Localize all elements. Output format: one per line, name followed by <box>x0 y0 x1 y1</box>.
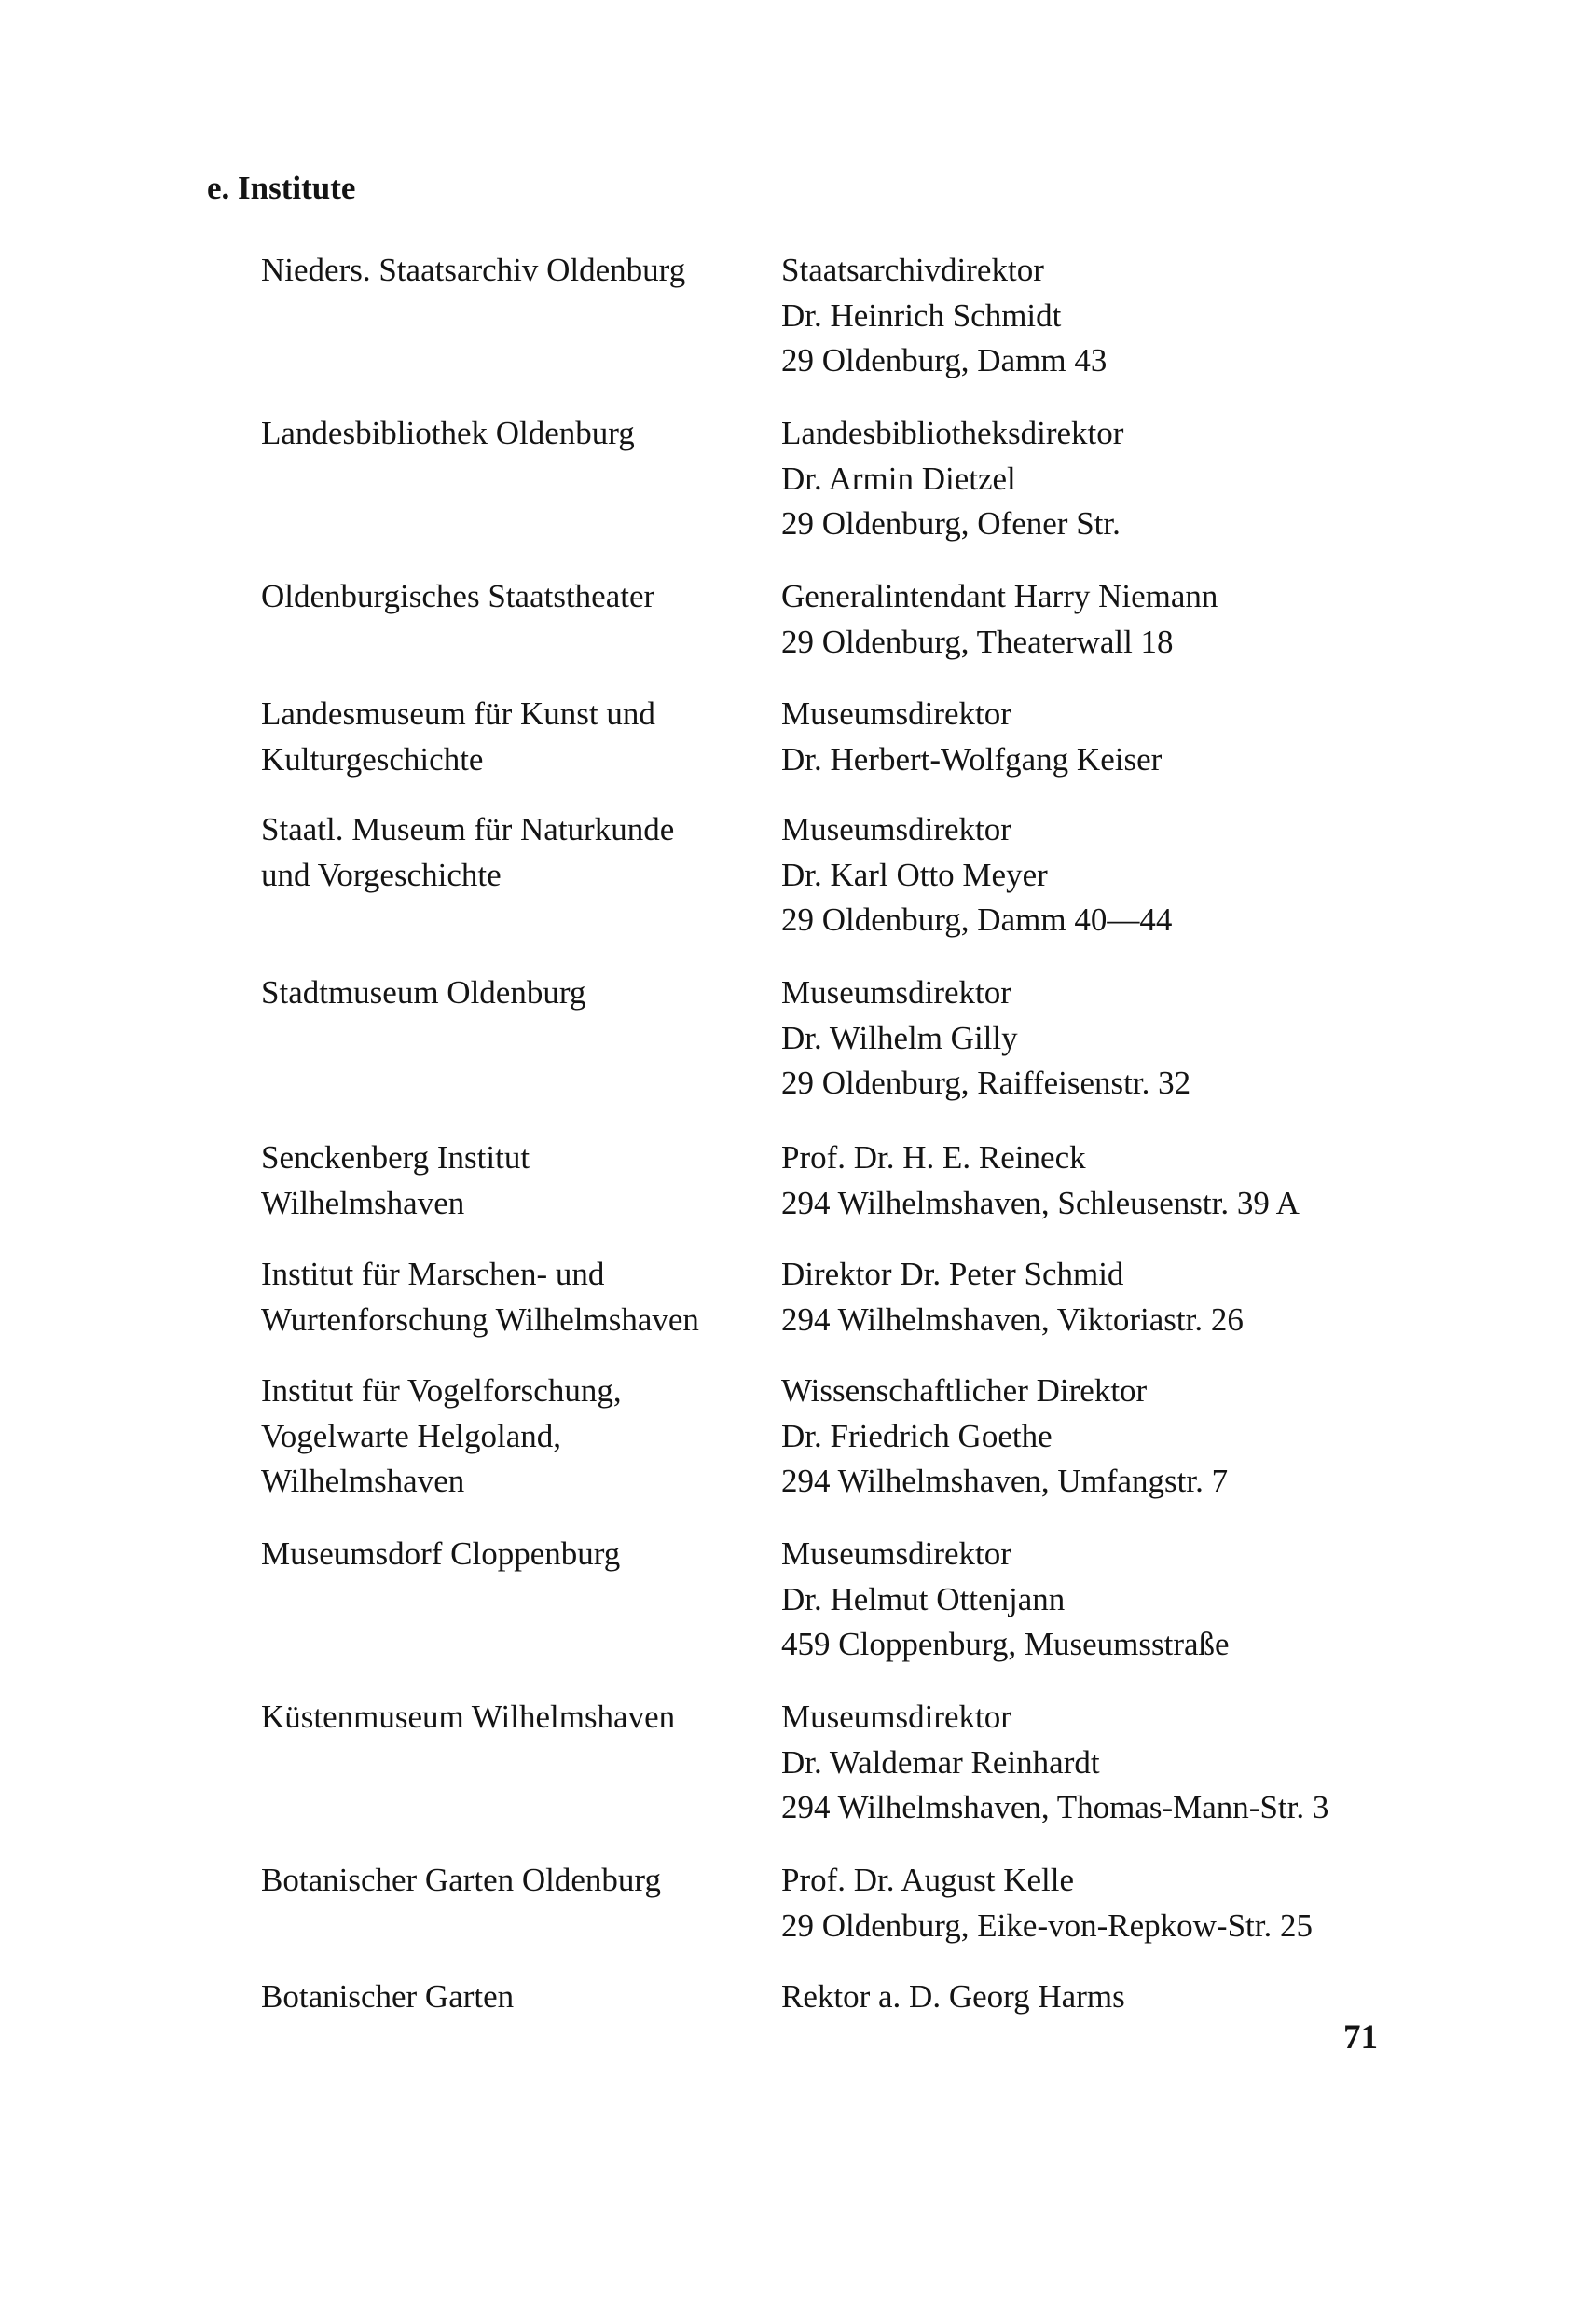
institution-name-line: Nieders. Staatsarchiv Oldenburg <box>261 252 686 288</box>
institution-name <box>261 574 764 620</box>
institution-name <box>261 807 764 898</box>
contact-line: 294 Wilhelmshaven, Viktoriastr. 26 <box>781 1300 1244 1338</box>
institution-name-line: Kulturgeschichte <box>261 740 484 778</box>
institution-name <box>261 1135 764 1226</box>
contact-line: 29 Oldenburg, Ofener Str. <box>781 505 1121 542</box>
contact-details <box>781 692 1415 782</box>
institution-name-line: Senckenberg Institut <box>261 1139 530 1176</box>
contact-line: 294 Wilhelmshaven, Thomas-Mann-Str. 3 <box>781 1789 1329 1825</box>
contact-line: Prof. Dr. August Kelle <box>781 1862 1075 1898</box>
institution-name-line: Wurtenforschung Wilhelmshaven <box>261 1300 699 1338</box>
institution-name <box>261 1858 764 1904</box>
contact-details <box>781 574 1415 665</box>
institution-name-line: Oldenburgisches Staatstheater <box>261 578 655 614</box>
institution-name-line: Museumsdorf Cloppenburg <box>261 1535 621 1572</box>
contact-details <box>781 248 1415 384</box>
institution-name <box>261 970 764 1016</box>
contact-line: Museumsdirektor <box>781 1699 1011 1735</box>
contact-line: Museumsdirektor <box>781 811 1011 847</box>
institution-name <box>261 1975 764 2020</box>
institution-name <box>261 411 764 457</box>
contact-details <box>781 1369 1415 1505</box>
contact-line: Dr. Herbert-Wolfgang Keiser <box>781 740 1163 778</box>
institution-name-line: Institut für Marschen- und <box>261 1256 605 1292</box>
institution-name <box>261 692 764 782</box>
contact-line: 29 Oldenburg, Raiffeisenstr. 32 <box>781 1065 1191 1101</box>
institution-name-line: Institut für Vogelforschung, <box>261 1372 622 1409</box>
institution-name-line: Wilhelmshaven <box>261 1463 465 1499</box>
contact-details <box>781 807 1415 943</box>
contact-line: 29 Oldenburg, Theaterwall 18 <box>781 623 1174 660</box>
contact-line: 294 Wilhelmshaven, Umfangstr. 7 <box>781 1463 1229 1499</box>
institution-name-line: Stadtmuseum Oldenburg <box>261 974 586 1011</box>
contact-line: Landesbibliotheksdirektor <box>781 415 1124 451</box>
institution-name-line: Landesmuseum für Kunst und <box>261 695 655 732</box>
contact-line: Rektor a. D. Georg Harms <box>781 1978 1125 2015</box>
contact-line: Dr. Friedrich Goethe <box>781 1417 1053 1454</box>
contact-line: Dr. Waldemar Reinhardt <box>781 1743 1100 1781</box>
contact-details <box>781 1858 1415 1948</box>
contact-details <box>781 1532 1415 1668</box>
contact-line: 29 Oldenburg, Damm 40—44 <box>781 901 1173 938</box>
institution-name-line: Vogelwarte Helgoland, <box>261 1417 562 1454</box>
institution-name-line: Staatl. Museum für Naturkunde <box>261 811 675 847</box>
contact-line: Generalintendant Harry Niemann <box>781 578 1218 614</box>
institution-name <box>261 1252 764 1342</box>
institution-name <box>261 248 764 294</box>
institution-name-line: Botanischer Garten <box>261 1978 515 2015</box>
contact-line: Wissenschaftlicher Direktor <box>781 1372 1148 1409</box>
institution-name-line: und Vorgeschichte <box>261 856 502 893</box>
contact-line: Museumsdirektor <box>781 695 1011 732</box>
institution-name-line: Landesbibliothek Oldenburg <box>261 415 635 451</box>
contact-line: 29 Oldenburg, Eike-von-Repkow-Str. 25 <box>781 1906 1313 1944</box>
institution-name <box>261 1695 764 1741</box>
contact-details <box>781 970 1415 1107</box>
contact-details <box>781 411 1415 547</box>
contact-line: Dr. Wilhelm Gilly <box>781 1019 1018 1056</box>
contact-details <box>781 1695 1415 1831</box>
contact-line: Staatsarchivdirektor <box>781 252 1044 288</box>
contact-line: Dr. Karl Otto Meyer <box>781 856 1048 893</box>
contact-line: 294 Wilhelmshaven, Schleusenstr. 39 A <box>781 1184 1300 1221</box>
contact-details <box>781 1135 1415 1226</box>
institution-name-line: Küstenmuseum Wilhelmshaven <box>261 1699 676 1735</box>
contact-line: 29 Oldenburg, Damm 43 <box>781 342 1108 378</box>
contact-line: Dr. Helmut Ottenjann <box>781 1580 1066 1617</box>
contact-line: Direktor Dr. Peter Schmid <box>781 1256 1124 1292</box>
contact-line: Museumsdirektor <box>781 1535 1011 1572</box>
contact-line: Dr. Heinrich Schmidt <box>781 296 1062 334</box>
institution-name-line: Wilhelmshaven <box>261 1184 465 1221</box>
contact-line: Dr. Armin Dietzel <box>781 460 1016 497</box>
institution-name <box>261 1532 764 1577</box>
contact-line: Museumsdirektor <box>781 974 1011 1011</box>
institution-name <box>261 1369 764 1505</box>
contact-details <box>781 1975 1415 2020</box>
section-heading: e. Institute <box>207 170 356 206</box>
contact-line: Prof. Dr. H. E. Reineck <box>781 1139 1086 1176</box>
page-number: 71 <box>1343 2018 1378 2057</box>
contact-line: 459 Cloppenburg, Museumsstraße <box>781 1626 1230 1662</box>
contact-details <box>781 1252 1415 1342</box>
institution-name-line: Botanischer Garten Oldenburg <box>261 1862 661 1898</box>
